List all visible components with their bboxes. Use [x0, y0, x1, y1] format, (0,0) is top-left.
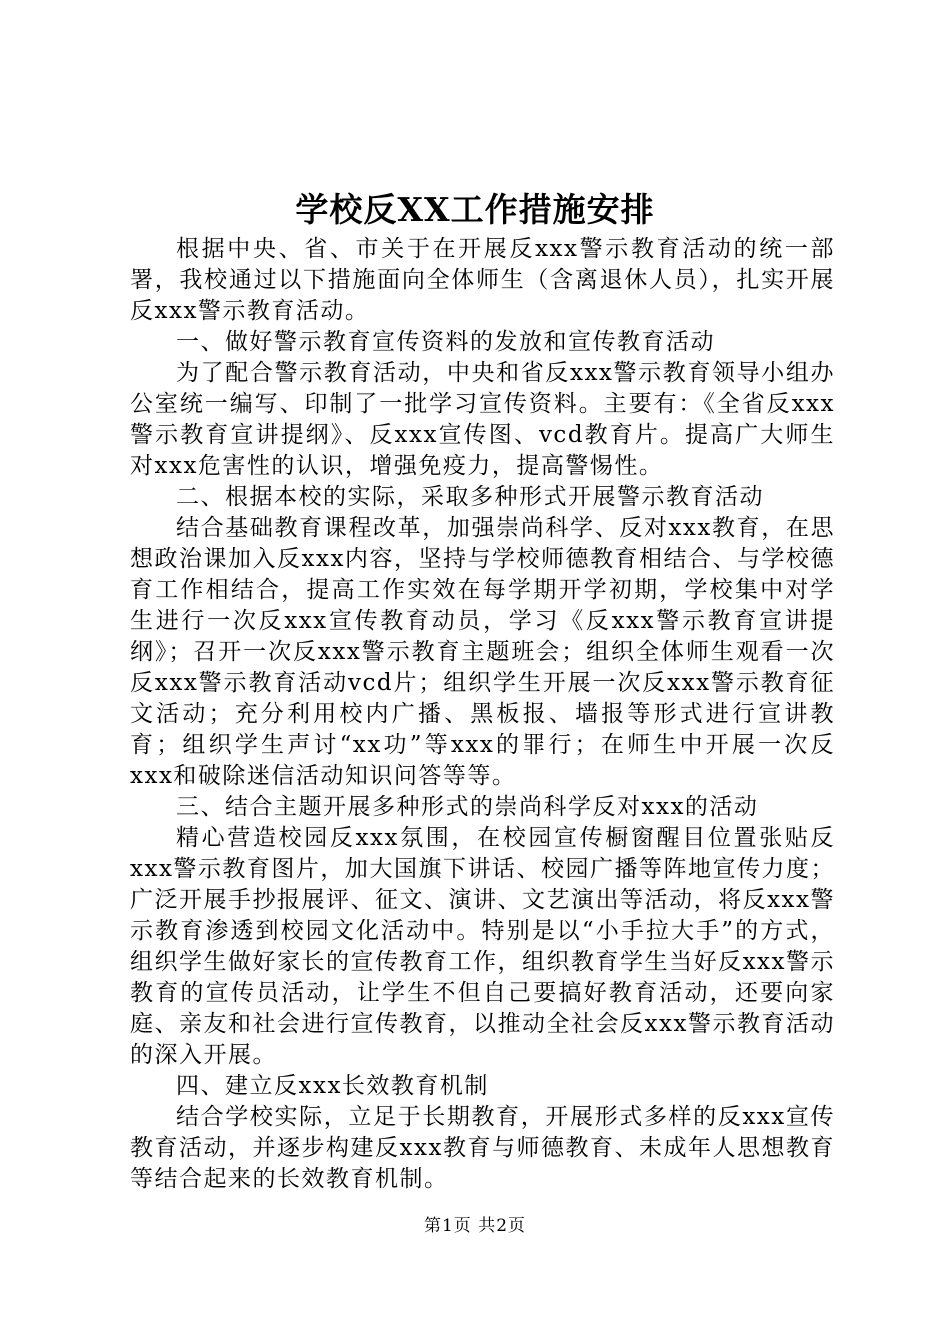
document-body [130, 234, 835, 1195]
section-heading-4: 四、建立反xxx长效教育机制 [176, 1073, 489, 1099]
section-heading-2: 二、根据本校的实际，采取多种形式开展警示教育活动 [176, 484, 764, 510]
section-paragraph-1: 为了配合警示教育活动，中央和省反xxx警示教育领导小组办公室统一编写、印制了一批学习宣传资料。主要有：《全省反xxx警示教育宣讲提纲》、反xxx宣传图、vcd教育片。提高广大师生对xxx危害性的认识，增强免疫力，提高警惕性。 [130, 360, 835, 479]
page-number-footer: 第1页 共2页 [423, 1216, 527, 1236]
document-title: 学校反XX工作措施安排 [295, 190, 655, 229]
section-heading-3: 三、结合主题开展多种形式的崇尚科学反对xxx的活动 [176, 794, 759, 820]
section-paragraph-3: 精心营造校园反xxx氛围，在校园宣传橱窗醒目位置张贴反xxx警示教育图片，加大国旗下讲话、校园广播等阵地宣传力度；广泛开展手抄报展评、征文、演讲、文艺演出等活动，将反xxx警示教育渗透到校园文化活动中。特别是以“小手拉大手”的方式，组织学生做好家长的宣传教育工作，组织教育学生当好反xxx警示教育的宣传员活动，让学生不但自己要搞好教育活动，还要向家庭、亲友和社会进行宣传教育，以推动全社会反xxx警示教育活动的深入开展。 [130, 825, 835, 1068]
intro-paragraph: 根据中央、省、市关于在开展反xxx警示教育活动的统一部署，我校通过以下措施面向全体师生（含离退休人员），扎实开展反xxx警示教育活动。 [130, 236, 835, 324]
section-paragraph-4: 结合学校实际，立足于长期教育，开展形式多样的反xxx宣传教育活动，并逐步构建反xxx教育与师德教育、未成年人思想教育等结合起来的长效教育机制。 [130, 1104, 835, 1192]
section-heading-1: 一、做好警示教育宣传资料的发放和宣传教育活动 [176, 329, 715, 355]
section-paragraph-2: 结合基础教育课程改革，加强崇尚科学、反对xxx教育，在思想政治课加入反xxx内容，坚持与学校师德教育相结合、与学校德育工作相结合，提高工作实效在每学期开学初期，学校集中对学生进行一次反xxx宣传教育动员，学习《反xxx警示教育宣讲提纲》；召开一次反xxx警示教育主题班会；组织全体师生观看一次反xxx警示教育活动vcd片；组织学生开展一次反xxx警示教育征文活动；充分利用校内广播、黑板报、墙报等形式进行宣讲教育；组织学生声讨“xx功”等xxx的罪行；在师生中开展一次反xxx和破除迷信活动知识问答等等。 [130, 515, 835, 789]
